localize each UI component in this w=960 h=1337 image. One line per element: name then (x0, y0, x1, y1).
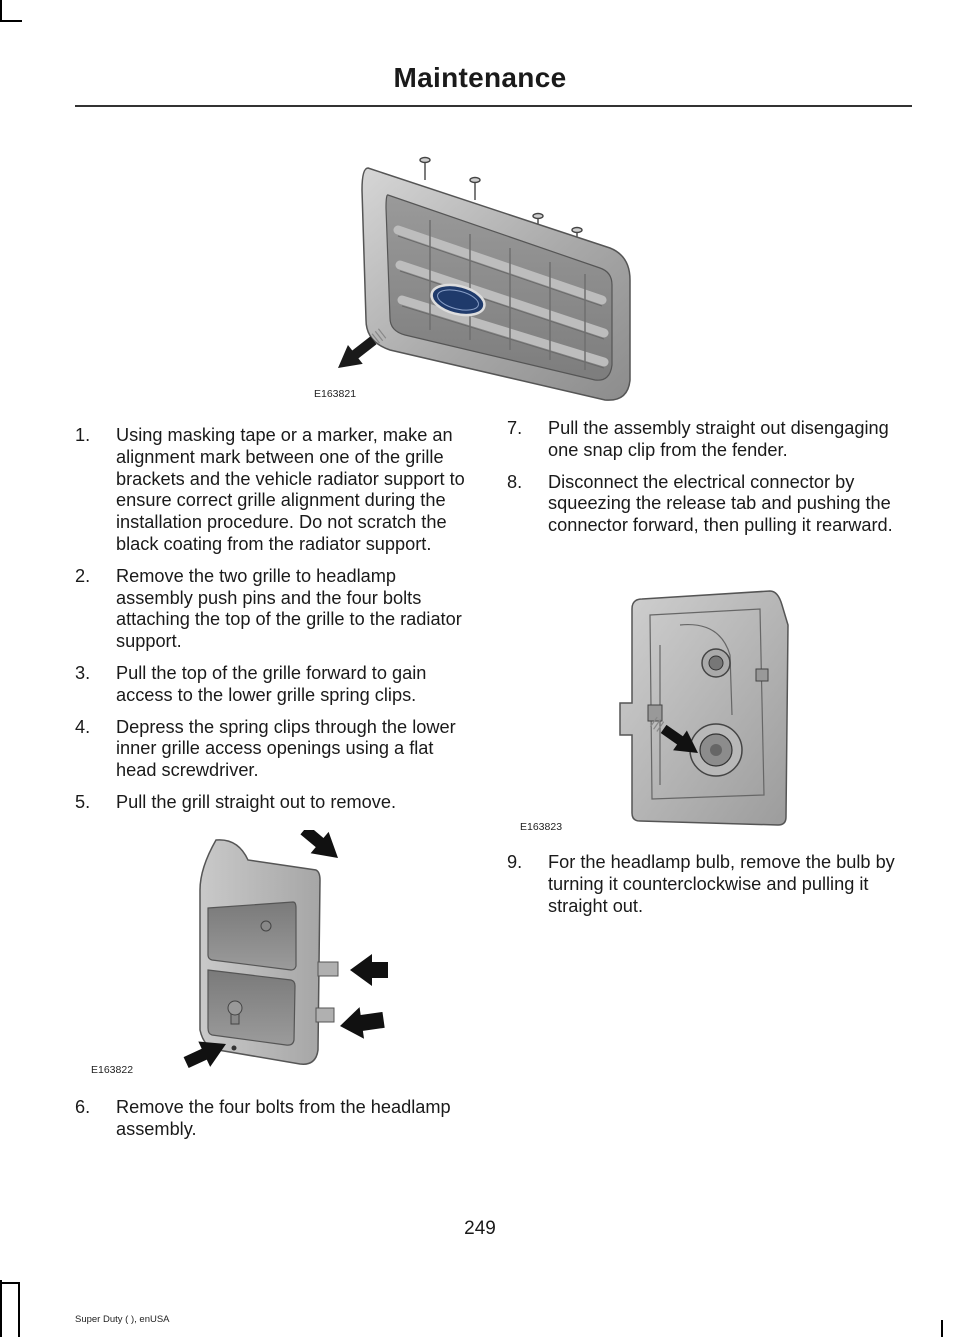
step-text: Disconnect the electrical connector by squeezing the release tab and pushing the connector forward, then pulling it rearward. (548, 471, 893, 536)
step-text: For the headlamp bulb, remove the bulb by turning it counterclockwise and pulling it straight out. (548, 852, 895, 916)
page-title: Maintenance (393, 62, 567, 93)
list-item (75, 717, 475, 782)
list-item (507, 472, 910, 537)
figure-code: E163821 (314, 388, 357, 400)
crop-mark (18, 1282, 20, 1337)
steps-list-left (75, 425, 475, 824)
step-number: 5. (75, 791, 91, 812)
step-text: Depress the spring clips through the lower inner grille access openings using a flat head screwdriver. (116, 716, 456, 781)
step-number: 2. (75, 565, 91, 586)
grille-illustration (314, 150, 650, 406)
step-text: Remove the two grille to headlamp assembly push pins and the four bolts attaching the top of the grille to the radiator support. (116, 565, 462, 652)
crop-mark (0, 1282, 20, 1284)
step-text: Pull the top of the grille forward to gain access to the lower grille spring clips. (116, 662, 427, 705)
step-text: Pull the assembly straight out disengaging one snap clip from the fender. (548, 418, 889, 460)
figure-code: E163822 (91, 1064, 134, 1076)
list-item (75, 1097, 475, 1141)
crop-mark (0, 20, 22, 22)
step-number: 9. (507, 852, 523, 872)
figure-code: E163823 (520, 821, 563, 833)
list-item (75, 566, 475, 653)
steps-list-right-b (507, 852, 910, 927)
step-text: Remove the four bolts from the headlamp assembly. (116, 1097, 451, 1139)
page-number: 249 (464, 1218, 496, 1239)
footer-text: Super Duty ( ), enUSA (75, 1314, 170, 1325)
step-text: Using masking tape or a marker, make an alignment mark between one of the grille brackets and the vehicle radiator support to ensure correct grille alignment during the installation procedure. Do not scratch the black coating from the radiator support. (116, 425, 465, 554)
step-number: 4. (75, 716, 91, 737)
steps-list-right (507, 418, 910, 547)
list-item (75, 792, 475, 814)
crop-mark (0, 1280, 2, 1337)
step-number: 3. (75, 662, 91, 683)
list-item (75, 663, 475, 707)
list-item (507, 852, 910, 917)
step-number: 7. (507, 418, 523, 438)
header-divider (75, 105, 912, 107)
list-item (507, 418, 910, 462)
headlamp-bolts-illustration (88, 830, 388, 1082)
crop-mark (941, 1320, 943, 1337)
steps-list-left-b (75, 1097, 475, 1151)
list-item (75, 425, 475, 556)
step-number: 1. (75, 425, 91, 445)
crop-mark (0, 0, 2, 22)
step-number: 8. (507, 471, 523, 492)
step-text: Pull the grill straight out to remove. (116, 791, 397, 812)
headlamp-rear-illustration (520, 585, 820, 835)
step-number: 6. (75, 1097, 91, 1117)
